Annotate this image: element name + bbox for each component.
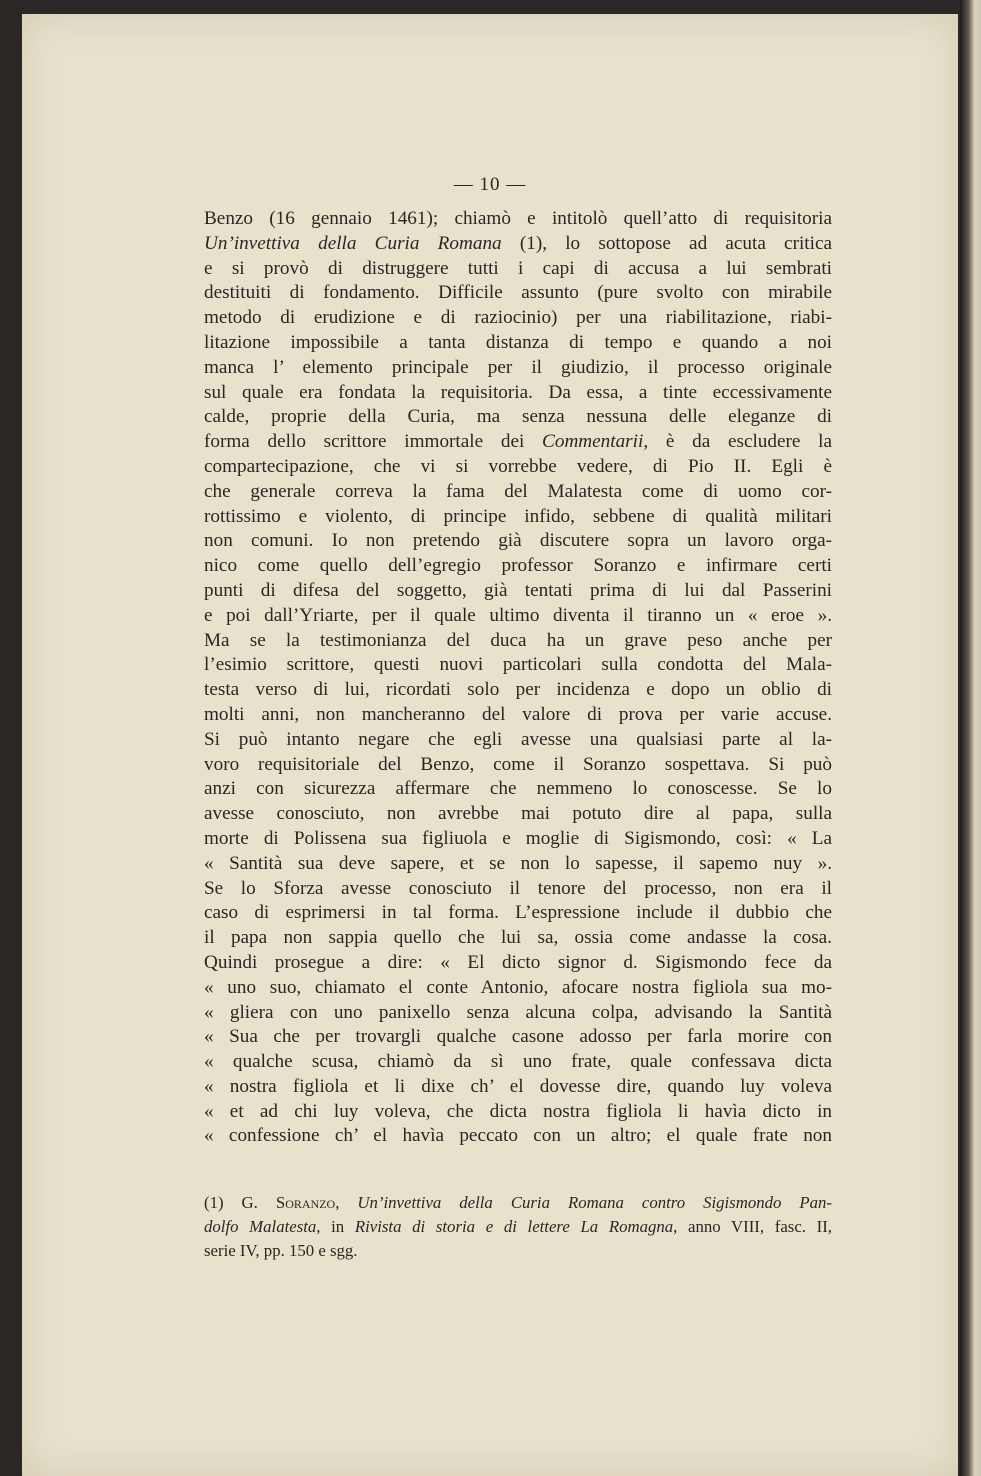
page-number: — 10 — xyxy=(453,174,527,195)
text-line xyxy=(204,877,832,902)
text-line xyxy=(204,306,832,331)
text-segment: testa verso di lui, ricordati solo per incidenza e dopo un oblio di xyxy=(204,679,832,701)
text-segment: e poi dall’Yriarte, per il quale ultimo diventa il tiranno un « eroe ». xyxy=(204,604,832,626)
text-segment: litazione impossibile a tanta distanza di tempo e quando a noi xyxy=(204,331,832,353)
text-line xyxy=(204,827,832,852)
text-segment: « confessione ch’ el havìa peccato con un altro; el quale frate non xyxy=(204,1125,832,1147)
italic-text: Commentarii xyxy=(542,431,644,453)
text-line xyxy=(204,976,832,1001)
text-segment: « et ad chi luy voleva, che dicta nostra figliola li havìa dicto in xyxy=(204,1100,832,1122)
italic-text: Un’invettiva della Curia Romana contro Sigismondo Pan- xyxy=(357,1193,833,1212)
text-segment: e si provò di distruggere tutti i capi di accusa a lui sembrati xyxy=(204,257,832,279)
text-line xyxy=(204,331,832,356)
text-line xyxy=(204,1100,832,1125)
text-line xyxy=(204,852,832,877)
book-edge xyxy=(960,0,981,1476)
text-line xyxy=(204,728,832,753)
body-text xyxy=(204,207,832,1149)
text-line xyxy=(204,1124,832,1149)
text-line xyxy=(204,356,832,381)
text-segment: caso di esprimersi in tal forma. L’espressione include il dubbio che xyxy=(204,902,832,924)
text-segment: Soranzo xyxy=(275,1193,336,1212)
text-segment: voro requisitoriale del Benzo, come il Soranzo sospettava. Si può xyxy=(204,753,832,775)
text-segment: « Santità sua deve sapere, et se non lo sapesse, il sapemo nuy ». xyxy=(204,852,832,874)
text-line xyxy=(204,430,832,455)
text-segment: « qualche scusa, chiamò da sì uno frate, quale confessava dicta xyxy=(204,1051,832,1073)
text-line xyxy=(204,951,832,976)
text-segment: « nostra figliola et li dixe ch’ el dovesse dire, quando luy voleva xyxy=(204,1075,832,1097)
text-segment: punti di difesa del soggetto, già tentati prima di lui dal Passerini xyxy=(204,579,832,601)
text-line xyxy=(204,1001,832,1026)
text-line xyxy=(204,678,832,703)
text-segment: , è da escludere la xyxy=(643,431,832,453)
italic-text: Rivista di storia e di lettere La Romagna xyxy=(354,1217,674,1236)
text-segment: « gliera con uno panixello senza alcuna colpa, advisando la Santità xyxy=(204,1001,832,1023)
italic-text: Un’invettiva della Curia Romana xyxy=(204,232,502,254)
text-line xyxy=(204,207,832,232)
text-segment: serie IV, pp. 150 e sgg. xyxy=(204,1241,358,1260)
text-segment: Se lo Sforza avesse conosciuto il tenore del processo, non era il xyxy=(204,877,832,899)
text-segment: , in xyxy=(316,1217,355,1236)
text-segment: morte di Polissena sua figliuola e moglie di Sigismondo, così: « La xyxy=(204,827,832,849)
scanned-page xyxy=(22,14,958,1476)
text-line xyxy=(204,405,832,430)
text-segment: Benzo (16 gennaio 1461); chiamò e intitolò quell’atto di requisitoria xyxy=(204,208,832,229)
text-segment: non comuni. Io non pretendo già discutere sopra un lavoro orga- xyxy=(204,530,832,552)
text-segment: Si può intanto negare che egli avesse una qualsiasi parte al la- xyxy=(204,728,832,750)
text-line xyxy=(204,505,832,530)
text-segment: Quindi prosegue a dire: « El dicto signor d. Sigismondo fece da xyxy=(204,951,832,973)
text-line xyxy=(204,753,832,778)
footnote-line xyxy=(204,1239,832,1263)
text-line xyxy=(204,653,832,678)
text-segment: metodo di erudizione e di raziocinio) per una riabilitazione, riabi- xyxy=(204,307,832,329)
text-line xyxy=(204,1075,832,1100)
text-line xyxy=(204,1025,832,1050)
text-segment: , xyxy=(335,1193,358,1212)
text-segment: sul quale era fondata la requisitoria. Da essa, a tinte eccessivamente xyxy=(204,381,832,403)
text-line xyxy=(204,703,832,728)
text-line xyxy=(204,1050,832,1075)
text-segment: compartecipazione, che vi si vorrebbe vedere, di Pio II. Egli è xyxy=(204,455,832,477)
footnotes xyxy=(204,1191,832,1263)
text-line xyxy=(204,480,832,505)
text-line xyxy=(204,381,832,406)
text-segment: il papa non sappia quello che lui sa, ossia come andasse la cosa. xyxy=(204,927,832,949)
text-segment: Ma se la testimonianza del duca ha un grave peso anche per xyxy=(204,629,832,651)
text-segment: , anno VIII, fasc. II, xyxy=(673,1217,832,1236)
text-line xyxy=(204,257,832,282)
text-segment: che generale correva la fama del Malatesta come di uomo cor- xyxy=(204,480,832,502)
footnote-line xyxy=(204,1191,832,1215)
text-segment: « Sua che per trovargli qualche casone adosso per farla morire con xyxy=(204,1026,832,1048)
text-segment: (1), lo sottopose ad acuta critica xyxy=(501,232,832,254)
text-line xyxy=(204,926,832,951)
text-segment: anzi con sicurezza affermare che nemmeno lo conoscesse. Se lo xyxy=(204,778,832,800)
text-line xyxy=(204,281,832,306)
text-segment: forma dello scrittore immortale dei xyxy=(204,431,543,453)
text-segment: destituiti di fondamento. Difficile assunto (pure svolto con mirabile xyxy=(204,282,832,304)
text-line xyxy=(204,554,832,579)
text-segment: calde, proprie della Curia, ma senza nessuna delle eleganze di xyxy=(204,406,832,428)
text-line xyxy=(204,579,832,604)
text-segment: nico come quello dell’egregio professor Soranzo e infirmare certi xyxy=(204,555,832,577)
footnote-line xyxy=(204,1215,832,1239)
text-line xyxy=(204,629,832,654)
text-segment: molti anni, non mancheranno del valore di prova per varie accuse. xyxy=(204,703,832,725)
text-line xyxy=(204,529,832,554)
text-line xyxy=(204,901,832,926)
text-line xyxy=(204,455,832,480)
text-segment: (1) G. xyxy=(204,1193,276,1212)
text-line xyxy=(204,802,832,827)
text-segment: l’esimio scrittore, questi nuovi particolari sulla condotta del Mala- xyxy=(204,654,832,676)
italic-text: dolfo Malatesta xyxy=(204,1217,317,1236)
text-segment: manca l’ elemento principale per il giudizio, il processo originale xyxy=(204,356,832,378)
text-line xyxy=(204,232,832,257)
text-segment: avesse conosciuto, non avrebbe mai potuto dire al papa, sulla xyxy=(204,803,832,825)
text-segment: rottissimo e violento, di principe infido, sebbene di qualità militari xyxy=(204,505,832,527)
text-segment: « uno suo, chiamato el conte Antonio, afocare nostra figliola sua mo- xyxy=(204,976,832,998)
text-line xyxy=(204,777,832,802)
text-line xyxy=(204,604,832,629)
